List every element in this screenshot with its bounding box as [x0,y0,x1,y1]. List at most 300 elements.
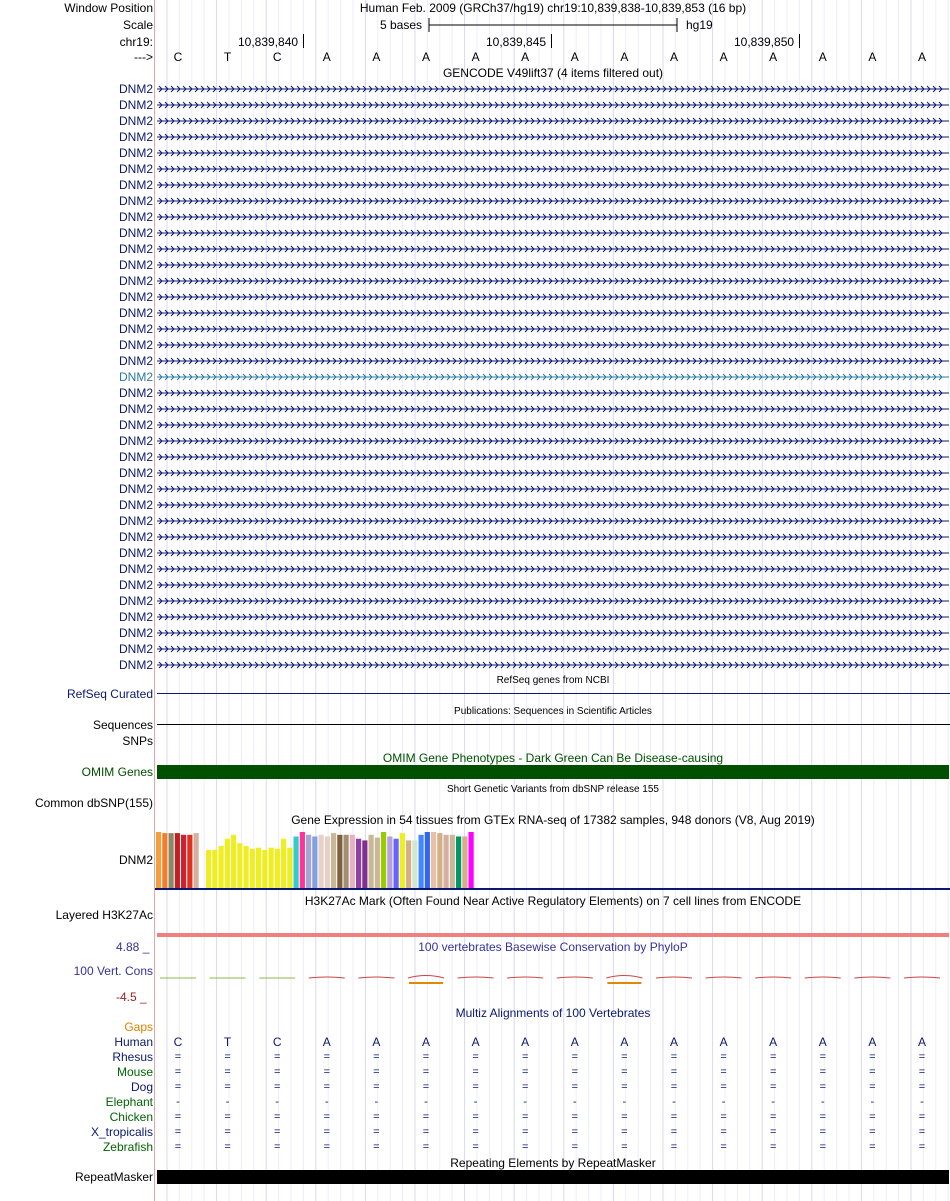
gtex-tissue-bar[interactable] [294,836,299,888]
species-label[interactable]: Rhesus [112,1050,153,1064]
gtex-tissue-bar[interactable] [300,832,305,888]
gtex-track-title[interactable]: Gene Expression in 54 tissues from GTEx RNA-seq of 17382 samples, 948 donors (V8, Aug 2019) [291,813,815,827]
phylop-ymax: 4.88 _ [116,940,150,954]
gencode-transcript[interactable] [157,482,949,496]
alignment-base: = [621,1066,628,1078]
phylop-score-mark [904,977,940,978]
alignment-base: = [769,1081,777,1093]
gencode-transcript-label[interactable]: DNM2 [118,130,153,144]
phylop-score-mark [706,977,742,978]
gencode-transcript[interactable] [157,434,949,448]
gencode-transcript-label[interactable]: DNM2 [118,498,153,512]
h3k27ac-track-label[interactable]: Layered H3K27Ac [55,908,153,922]
ruler-base: A [570,50,579,64]
alignment-base: = [819,1081,827,1093]
h3k27ac-track-title[interactable]: H3K27Ac Mark (Often Found Near Active Regulatory Elements) on 7 cell lines from ENCODE [304,894,802,908]
alignment-base: - [920,1096,924,1108]
alignment-base: = [273,1111,281,1123]
alignment-base: = [571,1126,579,1138]
alignment-base: = [174,1111,182,1123]
alignment-base: = [869,1066,876,1078]
alignment-base: = [373,1066,380,1078]
gtex-tissue-bar[interactable] [419,835,424,888]
alignment-base: = [918,1126,926,1138]
alignment-base: = [621,1141,628,1153]
gencode-transcript[interactable] [157,306,949,320]
ruler-tick-mark [303,34,304,48]
gtex-tissue-bar[interactable] [387,836,392,888]
gencode-transcript[interactable] [157,322,949,336]
gtex-tissue-bar[interactable] [250,849,255,888]
gencode-transcript-label[interactable]: DNM2 [118,530,153,544]
ruler-base: C [173,50,183,64]
alignment-base: = [720,1066,727,1078]
gtex-tissue-bar[interactable] [375,838,380,888]
gencode-transcript[interactable] [157,514,949,528]
alignment-base: = [720,1126,727,1138]
gencode-transcript-label[interactable]: DNM2 [118,162,153,176]
alignment-base: = [521,1141,529,1153]
gtex-tissue-bar[interactable] [269,848,274,888]
gtex-tissue-bar[interactable] [187,835,192,888]
alignment-base: = [571,1141,579,1153]
gencode-transcript-label[interactable]: DNM2 [118,466,153,480]
gencode-transcript[interactable] [157,610,949,624]
gtex-tissue-bar[interactable] [369,835,374,888]
gencode-transcript-label[interactable]: DNM2 [118,146,153,160]
species-label[interactable]: Elephant [105,1095,153,1109]
ruler-base: A [719,50,728,64]
gencode-transcript-label[interactable]: DNM2 [118,386,153,400]
alignment-base: = [621,1081,628,1093]
repeatmasker-track-label[interactable]: RepeatMasker [74,1170,153,1184]
alignment-base: - [672,1096,676,1108]
alignment-base: A [372,1035,381,1049]
gtex-tissue-bar[interactable] [394,839,399,888]
gtex-tissue-bar[interactable] [262,850,267,888]
alignment-base: = [869,1111,876,1123]
dbsnp-track-label[interactable]: Common dbSNP(155) [34,796,153,810]
alignment-base: - [225,1096,230,1108]
alignment-base: = [670,1051,678,1063]
gencode-transcript-label[interactable]: DNM2 [118,178,153,192]
gtex-tissue-bar[interactable] [312,836,317,888]
gtex-tissue-bar[interactable] [175,833,180,888]
gencode-transcript-label[interactable]: DNM2 [118,194,153,208]
gtex-tissue-bar[interactable] [162,833,167,888]
gencode-transcript[interactable] [157,82,949,96]
alignment-base: = [472,1066,479,1078]
omim-gene-bar[interactable] [157,765,949,779]
alignment-base: = [918,1111,926,1123]
ruler-tick-mark [799,34,800,48]
gencode-transcript[interactable] [157,450,949,464]
gtex-tissue-bar[interactable] [444,835,449,888]
gtex-tissue-bar[interactable] [306,835,311,888]
phylop-score-mark [854,977,890,978]
gencode-transcript-label[interactable]: DNM2 [118,210,153,224]
gencode-transcript[interactable] [157,658,949,672]
alignment-base: = [373,1051,380,1063]
gencode-transcript[interactable] [157,130,949,144]
alignment-base: = [819,1126,827,1138]
gtex-track-label[interactable]: DNM2 [118,853,153,867]
alignment-base: = [273,1066,281,1078]
gtex-tissue-bar[interactable] [156,832,161,888]
gencode-transcript[interactable] [157,226,949,240]
publications-track-label[interactable]: Sequences [92,718,153,732]
alignment-base: - [771,1096,776,1108]
gencode-track-title[interactable]: GENCODE V49lift37 (4 items filtered out) [442,66,664,80]
alignment-base: = [422,1111,430,1123]
alignment-base: = [521,1111,529,1123]
gencode-transcript-label[interactable]: DNM2 [118,226,153,240]
gencode-transcript-label[interactable]: DNM2 [118,514,153,528]
alignment-base: = [571,1081,579,1093]
phylop-score-mark [408,976,444,979]
alignment-base: = [472,1141,479,1153]
species-label[interactable]: Chicken [109,1110,153,1124]
phylop-score-mark [458,977,494,978]
gencode-transcript-label[interactable]: DNM2 [118,626,153,640]
repeatmasker-bar[interactable] [157,1170,949,1184]
gencode-transcript[interactable] [157,530,949,544]
multiz-track-title[interactable]: Multiz Alignments of 100 Vertebrates [455,1006,651,1020]
alignment-base: = [273,1051,281,1063]
gtex-tissue-bar[interactable] [469,832,474,888]
ruler-tick-mark [551,34,552,48]
alignment-base: = [323,1066,331,1078]
alignment-base: = [174,1081,182,1093]
gencode-transcript[interactable] [157,146,949,160]
gencode-transcript[interactable] [157,354,949,368]
gencode-transcript[interactable] [157,578,949,592]
gencode-transcript-label[interactable]: DNM2 [118,658,153,672]
gencode-transcript[interactable] [157,626,949,640]
alignment-base: = [373,1141,380,1153]
window-position-value: Human Feb. 2009 (GRCh37/hg19) chr19:10,839,838-10,839,853 (16 bp) [359,1,747,15]
gtex-tissue-bar[interactable] [400,833,405,888]
alignment-base: = [422,1081,430,1093]
alignment-base: = [224,1126,231,1138]
alignment-base: = [769,1111,777,1123]
gencode-transcript-label[interactable]: DNM2 [118,290,153,304]
gencode-transcript-label[interactable]: DNM2 [118,546,153,560]
alignment-base: - [721,1096,726,1108]
gtex-tissue-bar[interactable] [344,835,349,888]
gtex-tissue-bar[interactable] [256,848,261,888]
gencode-transcript[interactable] [157,114,949,128]
gencode-transcript-label[interactable]: DNM2 [118,322,153,336]
alignment-base: = [422,1051,430,1063]
gencode-transcript[interactable] [157,274,949,288]
repeatmasker-track-title[interactable]: Repeating Elements by RepeatMasker [450,1156,656,1170]
alignment-base: = [621,1111,628,1123]
gencode-transcript[interactable] [157,562,949,576]
gencode-transcript[interactable] [157,546,949,560]
ruler-tick-1: 10,839,840 [238,35,299,49]
ruler-tick-2: 10,839,845 [486,35,547,49]
alignment-base: = [323,1081,331,1093]
ruler-base: A [620,50,629,64]
gtex-tissue-bar[interactable] [431,832,436,888]
species-label[interactable]: X_tropicalis [90,1125,153,1139]
ruler-base: T [223,50,232,64]
gtex-tissue-bar[interactable] [237,843,242,888]
gtex-tissue-bar[interactable] [231,835,236,888]
gencode-transcript-label[interactable]: DNM2 [118,354,153,368]
gencode-transcript[interactable] [157,290,949,304]
alignment-base: = [869,1126,876,1138]
gtex-tissue-bar[interactable] [350,835,355,888]
gencode-transcript[interactable] [157,498,949,512]
dbsnp-track-title[interactable]: Short Genetic Variants from dbSNP release 155 [447,784,659,795]
alignment-base: = [769,1141,777,1153]
alignment-base: = [670,1141,678,1153]
alignment-base: = [720,1081,727,1093]
gtex-tissue-bar[interactable] [356,839,361,888]
publications-track-title[interactable]: Publications: Sequences in Scientific Articles [454,706,652,717]
alignment-base: = [918,1051,926,1063]
gtex-tissue-bar[interactable] [412,840,417,888]
alignment-base: = [323,1126,331,1138]
gtex-tissue-bar[interactable] [287,848,292,888]
gencode-transcript-label[interactable]: DNM2 [118,434,153,448]
gencode-transcript[interactable] [157,370,949,384]
gtex-tissue-bar[interactable] [331,833,336,888]
ruler-base: C [272,50,282,64]
gtex-tissue-bar[interactable] [319,835,324,888]
alignment-base: A [868,1035,877,1049]
alignment-base: = [521,1081,529,1093]
gtex-tissue-bar[interactable] [362,840,367,888]
alignment-base: A [917,1035,926,1049]
gtex-tissue-bar[interactable] [244,846,249,888]
chrom-label: chr19: [119,35,153,49]
gencode-transcript[interactable] [157,178,949,192]
gencode-transcript-label[interactable]: DNM2 [118,610,153,624]
gencode-transcript-label[interactable]: DNM2 [118,418,153,432]
alignment-base: - [870,1096,875,1108]
gtex-tissue-bar[interactable] [406,840,411,888]
gencode-transcript-label[interactable]: DNM2 [118,258,153,272]
alignment-base: = [918,1141,926,1153]
alignment-base: = [769,1051,777,1063]
ruler-tick-3: 10,839,850 [734,35,795,49]
alignment-base: = [373,1126,380,1138]
gencode-transcript-label[interactable]: DNM2 [118,562,153,576]
alignment-base: = [373,1111,380,1123]
alignment-base: = [918,1066,926,1078]
gtex-tissue-bar[interactable] [381,832,386,888]
refseq-track-title[interactable]: RefSeq genes from NCBI [496,675,610,686]
gencode-transcript-label[interactable]: DNM2 [118,642,153,656]
gencode-transcript[interactable] [157,194,949,208]
alignment-base: = [224,1141,231,1153]
gencode-transcript[interactable] [157,210,949,224]
gtex-tissue-bar[interactable] [275,849,280,888]
alignment-base: = [571,1111,579,1123]
omim-track-label[interactable]: OMIM Genes [81,765,153,779]
ruler-base: A [322,50,331,64]
alignment-base: = [670,1066,678,1078]
gencode-transcript-label[interactable]: DNM2 [118,242,153,256]
h3k27ac-signal[interactable] [157,933,949,937]
alignment-base: = [174,1066,182,1078]
alignment-base: = [621,1051,628,1063]
alignment-base: A [669,1035,678,1049]
gtex-tissue-bar[interactable] [194,833,199,888]
refseq-gene-line[interactable] [157,693,950,694]
gencode-transcript[interactable] [157,98,949,112]
alignment-base: = [472,1081,479,1093]
gtex-tissue-bar[interactable] [225,839,230,888]
alignment-base: T [223,1035,232,1049]
alignment-base: C [173,1035,183,1049]
gtex-tissue-bar[interactable] [337,835,342,888]
ruler-base: A [917,50,926,64]
gtex-expression-chart[interactable] [155,828,950,890]
phylop-track-label[interactable]: 100 Vert. Cons [73,964,153,978]
alignment-base: = [224,1066,231,1078]
gencode-transcript[interactable] [157,642,949,656]
alignment-base: = [174,1051,182,1063]
alignment-base: = [670,1126,678,1138]
ruler-base: A [769,50,778,64]
gtex-tissue-bar[interactable] [462,836,467,888]
gencode-transcript[interactable] [157,402,949,416]
strand-label: ---> [134,50,153,64]
ruler-base: A [421,50,430,64]
species-label[interactable]: Mouse [116,1065,153,1079]
alignment-base: = [670,1081,678,1093]
alignment-base: = [869,1051,876,1063]
alignment-base: = [422,1126,430,1138]
gencode-transcript-label[interactable]: DNM2 [118,98,153,112]
alignment-base: - [523,1096,528,1108]
gtex-tissue-bar[interactable] [169,833,174,888]
species-label[interactable]: Human [114,1035,153,1049]
phylop-score-mark [309,977,345,978]
gencode-transcript-label[interactable]: DNM2 [118,370,153,384]
alignment-base: = [621,1126,628,1138]
alignment-base: = [224,1081,231,1093]
alignment-base: = [472,1051,479,1063]
scale-label: Scale [122,18,153,32]
alignment-base: = [720,1141,727,1153]
gencode-transcript[interactable] [157,594,949,608]
gencode-transcript-label[interactable]: DNM2 [118,338,153,352]
alignment-base: = [571,1066,579,1078]
ruler-base: A [669,50,678,64]
gencode-transcript-label[interactable]: DNM2 [118,578,153,592]
alignment-base: = [224,1111,231,1123]
refseq-track-label[interactable]: RefSeq Curated [66,687,153,701]
alignment-base: A [719,1035,728,1049]
alignment-base: = [273,1126,281,1138]
alignment-base: = [273,1081,281,1093]
scale-bar [428,17,680,33]
alignment-base: - [473,1096,478,1108]
alignment-base: = [869,1081,876,1093]
window-position-label: Window Position [64,1,153,15]
gencode-transcript-label[interactable]: DNM2 [118,450,153,464]
alignment-base: - [324,1096,329,1108]
phylop-score-mark [557,977,593,978]
species-label[interactable]: Zebrafish [102,1140,153,1154]
alignment-base: = [521,1066,529,1078]
alignment-base: = [422,1141,430,1153]
gtex-tissue-bar[interactable] [325,836,330,888]
gencode-transcript[interactable] [157,466,949,480]
gencode-transcript[interactable] [157,338,949,352]
gtex-tissue-bar[interactable] [450,835,455,888]
gencode-transcript-label[interactable]: DNM2 [118,482,153,496]
track-label-divider [154,0,155,1201]
phylop-score-mark [507,977,543,978]
gtex-tissue-bar[interactable] [425,832,430,888]
phylop-score-mark [755,977,791,978]
gtex-tissue-bar[interactable] [212,850,217,888]
ruler-base: A [471,50,480,64]
gtex-tissue-bar[interactable] [281,839,286,888]
gtex-tissue-bar[interactable] [206,850,211,888]
gencode-transcript-label[interactable]: DNM2 [118,402,153,416]
alignment-base: A [818,1035,827,1049]
gencode-transcript[interactable] [157,418,949,432]
alignment-base: = [571,1051,579,1063]
scale-text: 5 bases [380,18,423,32]
phylop-score-mark [358,977,394,978]
gencode-transcript-label[interactable]: DNM2 [118,306,153,320]
gencode-transcript[interactable] [157,386,949,400]
alignment-base: = [472,1126,479,1138]
alignment-base: = [323,1141,331,1153]
alignment-base: = [819,1141,827,1153]
species-label[interactable]: Dog [130,1080,153,1094]
gtex-tissue-bar[interactable] [181,835,186,888]
alignment-base: - [424,1096,428,1108]
alignment-base: A [421,1035,430,1049]
alignment-base: A [769,1035,778,1049]
alignment-base: = [819,1111,827,1123]
publications-line[interactable] [157,724,950,725]
phylop-score-mark [805,977,841,978]
gencode-transcript-label[interactable]: DNM2 [118,594,153,608]
gencode-transcript-label[interactable]: DNM2 [118,82,153,96]
snps-label[interactable]: SNPs [122,734,153,748]
alignment-base: A [570,1035,579,1049]
phylop-ymin: -4.5 _ [116,990,147,1004]
gtex-tissue-bar[interactable] [219,846,224,888]
gencode-transcript[interactable] [157,258,949,272]
phylop-track-title[interactable]: 100 vertebrates Basewise Conservation by PhyloP [418,940,688,954]
gencode-transcript-label[interactable]: DNM2 [118,274,153,288]
omim-track-title[interactable]: OMIM Gene Phenotypes - Dark Green Can Be Disease-causing [382,751,724,765]
gencode-transcript-label[interactable]: DNM2 [118,114,153,128]
phylop-plot[interactable] [156,970,950,990]
gtex-tissue-bar[interactable] [456,836,461,888]
alignment-base: = [422,1066,430,1078]
ruler-base: A [372,50,381,64]
alignment-base: = [323,1051,331,1063]
gaps-label[interactable]: Gaps [124,1020,153,1034]
alignment-base: = [819,1051,827,1063]
gtex-tissue-bar[interactable] [437,833,442,888]
gencode-transcript[interactable] [157,242,949,256]
ruler-base: A [868,50,877,64]
gencode-transcript[interactable] [157,162,949,176]
